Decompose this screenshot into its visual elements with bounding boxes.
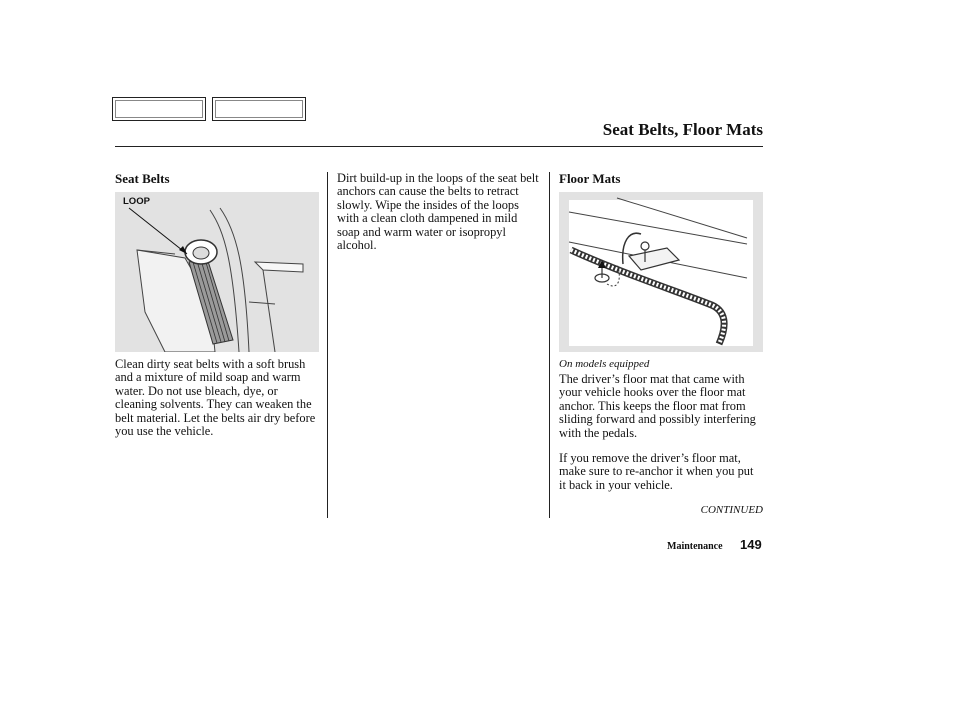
column-divider-right (549, 172, 550, 518)
seat-belt-loop-drawing (115, 192, 319, 352)
next-page-button[interactable] (212, 97, 306, 121)
floor-mat-anchor-drawing (559, 192, 763, 352)
floor-mat-anchor-text: The driver’s floor mat that came with your vehicle hooks over the floor mat anchor. This keeps the floor mat from sliding forward and possibly interfering with the pedals. (559, 372, 756, 440)
loop-label: LOOP (123, 196, 150, 207)
footer-section-name: Maintenance (667, 541, 723, 552)
seat-belt-cleaning-text: Clean dirty seat belts with a soft brush and a mixture of mild soap and warm water. Do not use bleach, dye, or cleaning solvents. They can weaken the belt material. Let the belts air dry before you use the vehicle. (115, 357, 316, 439)
page-number: 149 (740, 537, 762, 552)
models-equipped-note: On models equipped (559, 358, 650, 370)
belt-loop-cleaning-text: Dirt build-up in the loops of the seat belt anchors can cause the belts to retract slowly. Wipe the insides of the loops with a clean cloth dampened in mild soap and warm water or isopropyl alcohol. (337, 171, 539, 253)
page-title: Seat Belts, Floor Mats (602, 120, 763, 139)
floor-mats-heading: Floor Mats (559, 171, 621, 186)
title-divider (115, 146, 763, 147)
column-divider-left (327, 172, 328, 518)
floor-mat-anchor-illustration (559, 192, 763, 352)
seat-belt-loop-illustration (115, 192, 319, 352)
floor-mat-reanchor-text: If you remove the driver’s floor mat, make sure to re-anchor it when you put it back in your vehicle. (559, 451, 754, 492)
continued-label: CONTINUED (700, 504, 763, 516)
previous-page-button[interactable] (112, 97, 206, 121)
seat-belts-heading: Seat Belts (115, 171, 170, 186)
